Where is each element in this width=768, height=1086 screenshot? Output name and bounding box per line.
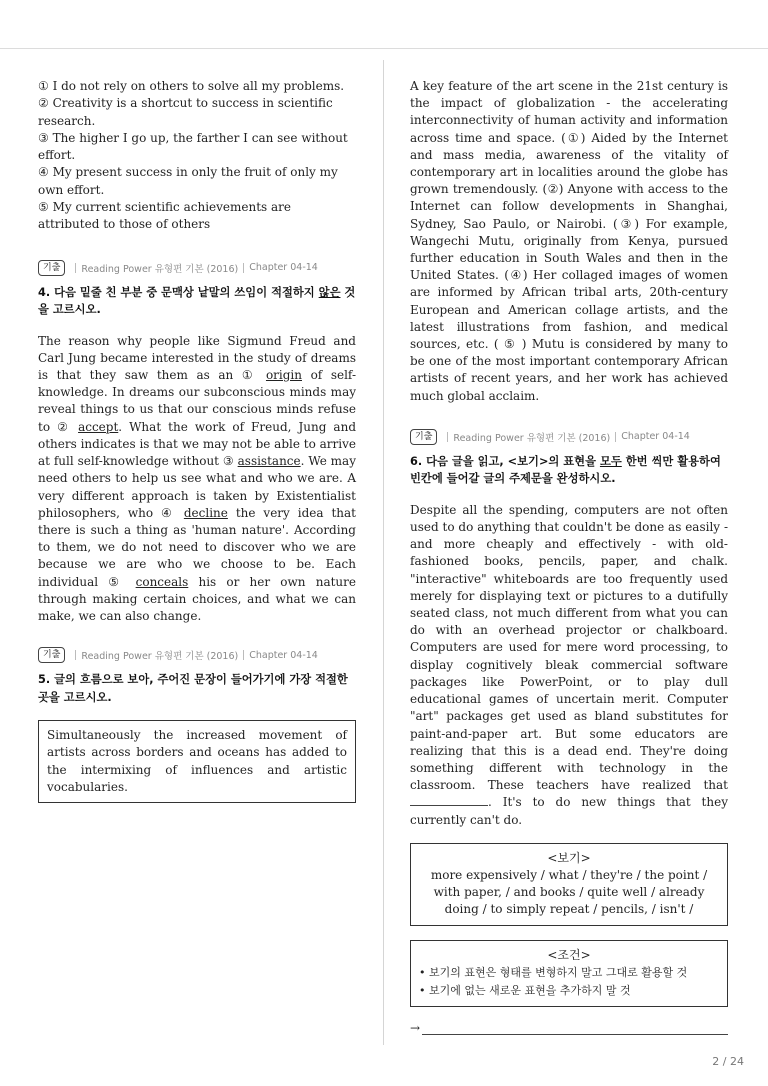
q4-title: 4. 다음 밑줄 친 부분 중 문맥상 낱말의 쓰임이 적절하지 않은 것을 고르시오. bbox=[38, 285, 356, 317]
q5-passage: A key feature of the art scene in the 21st century is the impact of globalization - the accelerating interconnectivity of human activity and information across time and space. (①) Aided by the Internet and mass media, awareness of the vitality of contemporary art in localities around the globe has grown tremendously. (②) Anyone with access to the Internet can follow developments in Shanghai, Sydney, Sao Paulo, or Nairobi. (③) For example, Wangechi Mutu, originally from Kenya, pursued further education in South Wales and then in the United States. (④) Her collaged images of women are informed by African tribal arts, 20th-century European and American collage artists, and the latest illustrations from fashion, and medical sources, etc. ( ⑤ ) Mutu is considered by many to be one of the most important contemporary African artists of recent years, and her work has achieved much global acclaim. bbox=[410, 79, 728, 403]
answer-blank bbox=[410, 794, 488, 806]
left-column bbox=[38, 78, 356, 803]
underlined-word-5: conceals bbox=[135, 574, 189, 589]
answer-underline bbox=[422, 1033, 728, 1035]
meta-separator bbox=[615, 432, 616, 442]
bogi-text: more expensively / what / they're / the point / with paper, / and books / quite well / already doing / to simply repeat / pencils, / isn't / bbox=[430, 867, 708, 917]
q3-options bbox=[38, 78, 356, 234]
page-number: 2 / 24 bbox=[712, 1055, 744, 1068]
condition-item: • 보기에 없는 새로운 표현을 추가하지 말 것 bbox=[419, 983, 631, 997]
q4-badge: 기출 bbox=[38, 260, 65, 276]
q5-given-sentence: Simultaneously the increased movement of artists across borders and oceans has added to the intermixing of influences and artistic vocabularies. bbox=[47, 728, 347, 794]
q5-badge: 기출 bbox=[38, 647, 65, 663]
meta-separator bbox=[75, 263, 76, 273]
underlined-word-3: assistance bbox=[237, 454, 301, 469]
q6-source: Reading Power 유형편 기본 (2016) bbox=[453, 432, 611, 444]
q6-passage: Despite all the spending, computers are not often used to do anything that couldn't be done as easily - and more cheaply and effectively - with old-fashioned books, pencils, paper, and chalk. "interactive" whiteboards are too frequently used merely for displaying text or pictures to a dutifully seated class, not much different from what you can do with an overhead projector or chalkboard. Computers are used for mere word processing, to display cognitively bleak commercial software packages like PowerPoint, or to play dull educational games of uncertain merit. Computer "art" packages get used as bland substitutes for paint-and-paper art. But some educators are realizing that this is a dead end. They're doing something different with technology in the classroom. These teachers have realized that . It's to do new things that they currently can't do. bbox=[410, 502, 728, 827]
underlined-word-4: decline bbox=[183, 505, 228, 520]
q5-given-sentence-box bbox=[38, 720, 356, 803]
bogi-box bbox=[410, 843, 728, 926]
option-5: ⑤ My current scientific achievements are attributed to those of others bbox=[38, 200, 292, 232]
answer-line[interactable] bbox=[410, 1021, 728, 1035]
condition-box bbox=[410, 940, 728, 1007]
q4-passage: The reason why people like Sigmund Freud and Carl Jung became interested in the study of dreams is that they saw them as an ① origin of self-knowledge. In dreams our subconscious minds may reveal things to us that our conscious minds refuse to ② accept. What the work of Freud, Jung and others indicates is that we may not be able to arrive at full self-knowledge without ③ assistance. We may need others to help us see what and who we are. A very different approach is taken by Existentialist philosophers, who ④ decline the very idea that there is such a thing as 'human nature'. According to them, we do not need to discover who we are because we are who we choose to be. Each individual ⑤ conceals his or her own nature through making certain choices, and what we can make, we can also change. bbox=[38, 333, 356, 623]
q5-chapter: Chapter 04-14 bbox=[249, 649, 318, 661]
meta-separator bbox=[447, 432, 448, 442]
condition-item: • 보기의 표현은 형태를 변형하지 말고 그대로 활용할 것 bbox=[419, 965, 688, 979]
q5-meta bbox=[38, 647, 356, 663]
option-4: ④ My present success in only the fruit of only my own effort. bbox=[38, 165, 338, 197]
right-column bbox=[410, 78, 728, 1035]
q6-chapter: Chapter 04-14 bbox=[621, 431, 690, 443]
arrow-icon: → bbox=[410, 1020, 421, 1035]
q6-badge: 기출 bbox=[410, 429, 437, 445]
q6-title: 6. 다음 글을 읽고, <보기>의 표현을 모두 한번 씩만 활용하여 빈칸에 들어갈 글의 주제문을 완성하시오. bbox=[410, 454, 721, 486]
q4-source: Reading Power 유형편 기본 (2016) bbox=[81, 263, 239, 275]
header-divider bbox=[0, 48, 768, 49]
underlined-word-1: origin bbox=[265, 368, 302, 383]
option-3: ③ The higher I go up, the farther I can see without effort. bbox=[38, 130, 348, 163]
option-1: ① I do not rely on others to solve all my problems. bbox=[38, 79, 345, 93]
meta-separator bbox=[75, 650, 76, 660]
q4-meta bbox=[38, 260, 356, 276]
column-divider bbox=[383, 60, 384, 1045]
meta-separator bbox=[243, 650, 244, 660]
meta-separator bbox=[243, 263, 244, 273]
q5-title: 5. 글의 흐름으로 보아, 주어진 문장이 들어가기에 가장 적절한 곳을 고르시오. bbox=[38, 673, 348, 704]
condition-title: <조건> bbox=[547, 947, 591, 962]
option-2: ② Creativity is a shortcut to success in scientific research. bbox=[38, 96, 333, 128]
q6-meta bbox=[410, 429, 728, 445]
q5-source: Reading Power 유형편 기본 (2016) bbox=[81, 651, 239, 663]
q4-chapter: Chapter 04-14 bbox=[249, 262, 318, 274]
bogi-title: <보기> bbox=[547, 850, 591, 865]
underlined-word-2: accept bbox=[78, 419, 119, 434]
